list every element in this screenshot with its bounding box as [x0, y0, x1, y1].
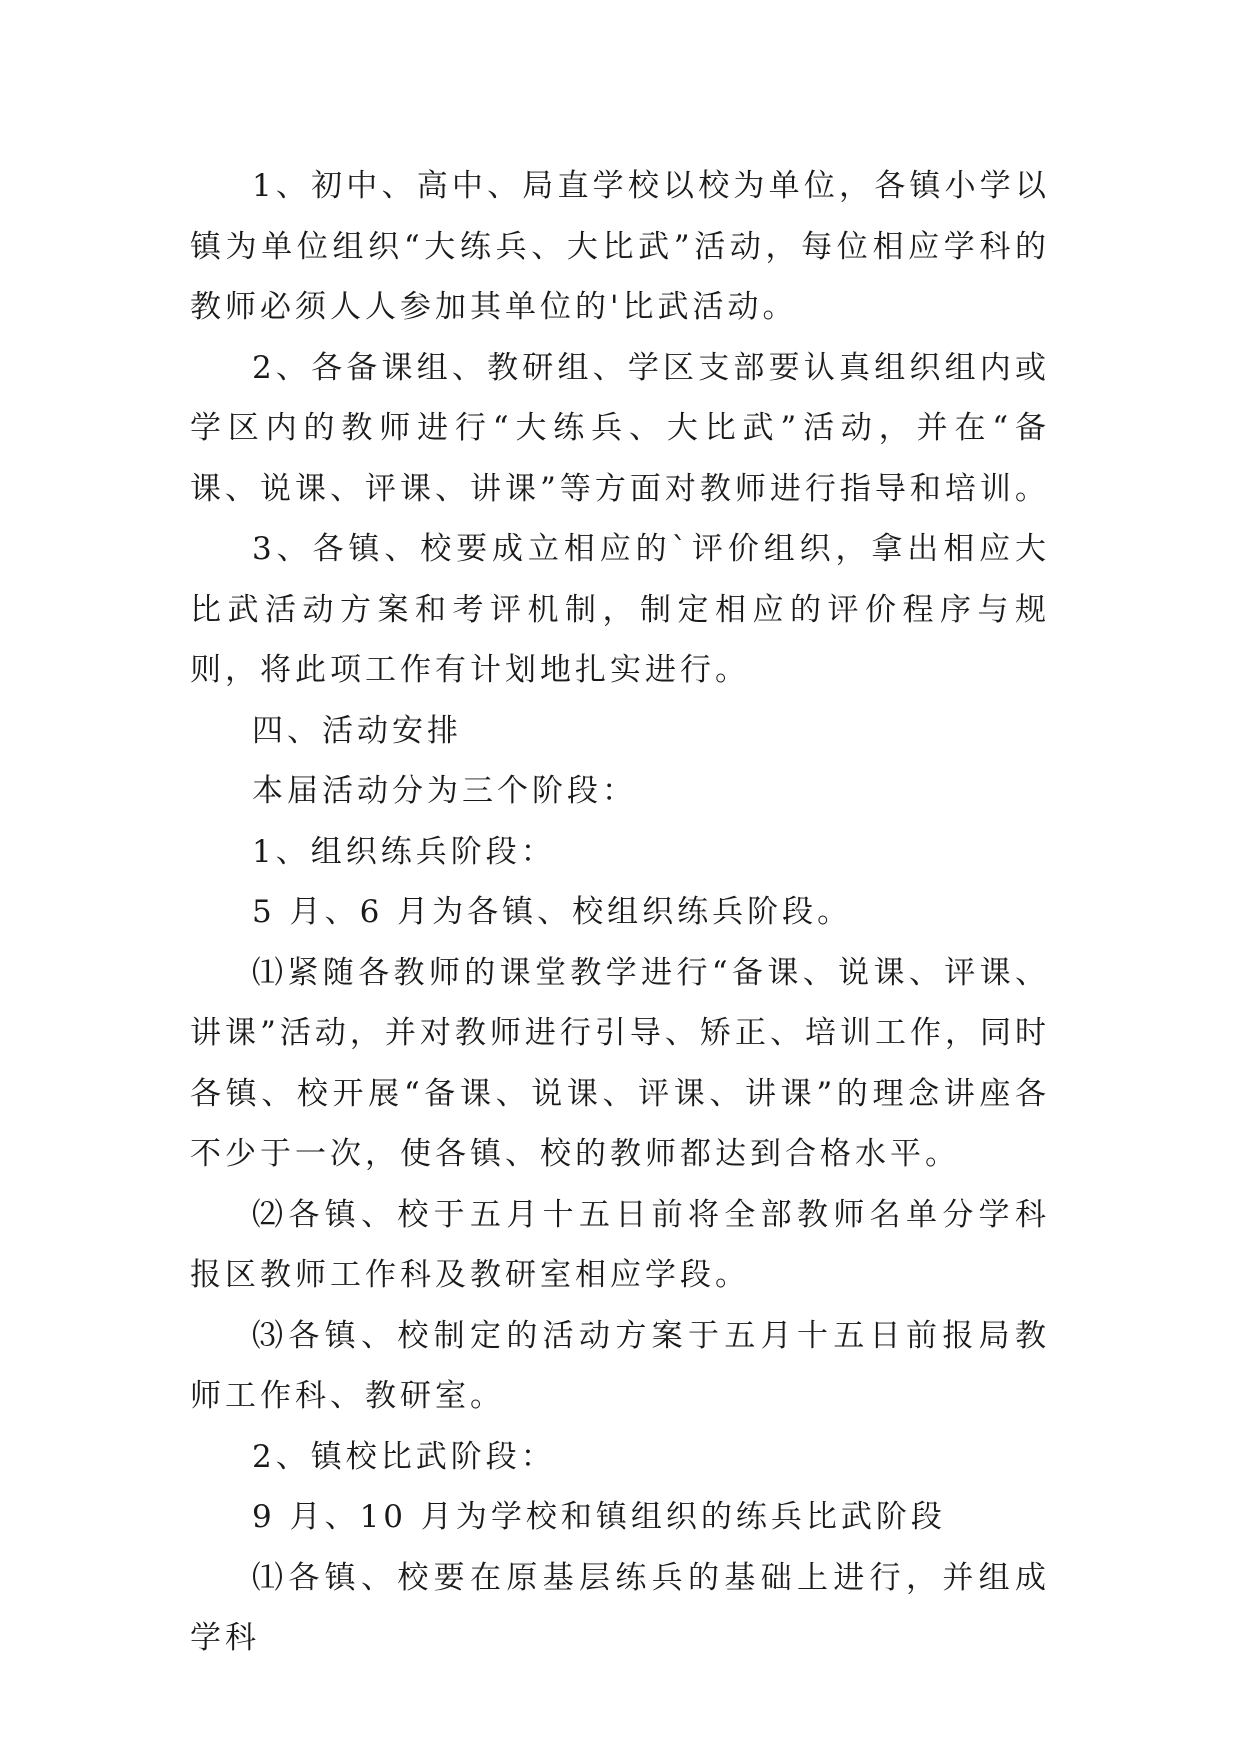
- paragraph-1: 1、初中、高中、局直学校以校为单位，各镇小学以镇为单位组织“大练兵、大比武”活动，每位相应学科的教师必须人人参加其单位的'比武活动。: [190, 168, 1050, 325]
- paragraph-stages-intro: 本届活动分为三个阶段：: [252, 773, 637, 809]
- stage-1-heading: 1、组织练兵阶段：: [252, 833, 556, 870]
- paragraph-2: 2、各备课组、教研组、学区支部要认真组织组内或学区内的教师进行“大练兵、大比武”活动，并在“备课、说课、评课、讲课”等方面对教师进行指导和培训。: [190, 349, 1050, 507]
- stage-2-heading: 2、镇校比武阶段：: [252, 1438, 556, 1475]
- paragraph-3: 3、各镇、校要成立相应的`评价组织，拿出相应大比武活动方案和考评机制，制定相应的评价程序与规则，将此项工作有计划地扎实进行。: [190, 531, 1050, 688]
- stage-2-item-1: ⑴各镇、校要在原基层练兵的基础上进行，并组成学科: [190, 1559, 1050, 1656]
- stage-1-item-1: ⑴紧随各教师的课堂教学进行“备课、说课、评课、讲课”活动，并对教师进行引导、矫正、培训工作，同时各镇、校开展“备课、说课、评课、讲课”的理念讲座各不少于一次，使各镇、校的教师都达到合格水平。: [190, 954, 1050, 1172]
- stage-1-item-3: ⑶各镇、校制定的活动方案于五月十五日前报局教师工作科、教研室。: [190, 1317, 1050, 1414]
- stage-1-item-2: ⑵各镇、校于五月十五日前将全部教师名单分学科报区教师工作科及教研室相应学段。: [190, 1196, 1050, 1293]
- stage-2-period: 9 月、10 月为学校和镇组织的练兵比武阶段: [252, 1499, 946, 1535]
- document-body: [190, 156, 1050, 1669]
- stage-1-period: 5 月、6 月为各镇、校组织练兵阶段。: [252, 894, 853, 930]
- section-heading-activity-arrangement: 四、活动安排: [252, 712, 462, 749]
